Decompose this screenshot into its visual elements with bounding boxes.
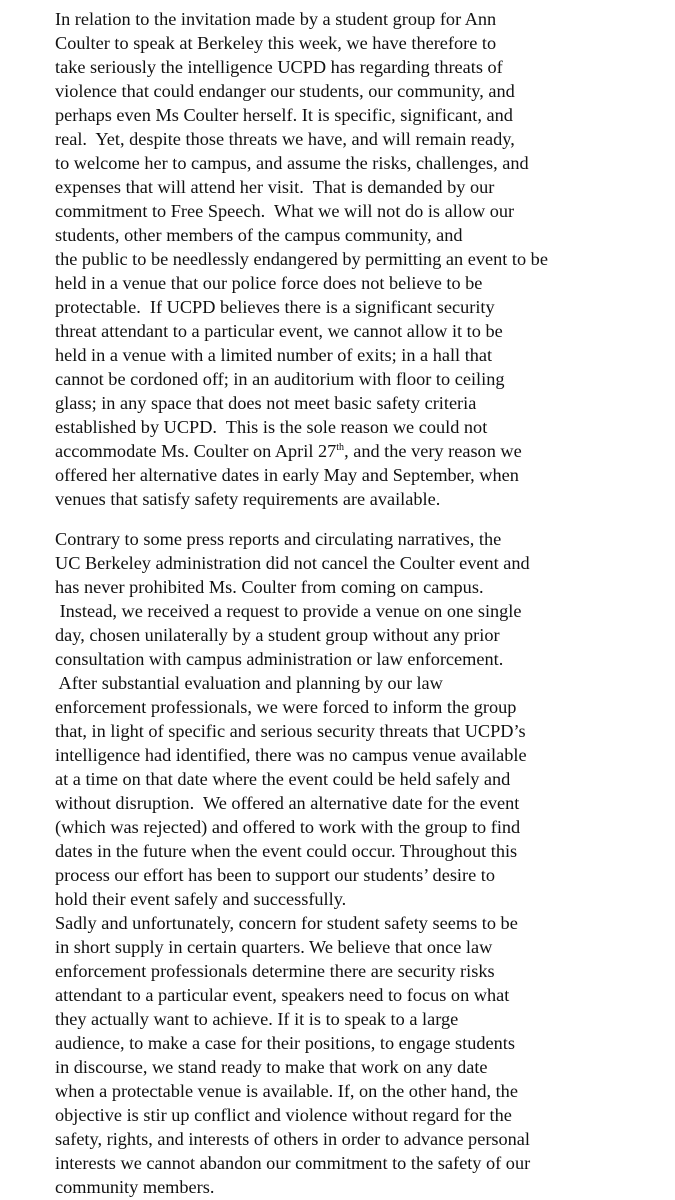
text-line: Instead, we received a request to provide a venue on one single — [55, 601, 522, 621]
text-line: protectable. If UCPD believes there is a significant security — [55, 297, 495, 317]
text-line: UC Berkeley administration did not cancel the Coulter event and — [55, 553, 530, 573]
text-line: process our effort has been to support our students’ desire to — [55, 865, 495, 885]
text-line: In relation to the invitation made by a student group for Ann — [55, 9, 497, 29]
text-line: enforcement professionals determine there are security risks — [55, 961, 495, 981]
text-line: real. Yet, despite those threats we have, and will remain ready, — [55, 129, 515, 149]
text-line: has never prohibited Ms. Coulter from coming on campus. — [55, 577, 484, 597]
text-line: violence that could endanger our students, our community, and — [55, 81, 515, 101]
text-line: venues that satisfy safety requirements are available. — [55, 489, 441, 509]
text-line: day, chosen unilaterally by a student group without any prior — [55, 625, 500, 645]
text-line: (which was rejected) and offered to work with the group to find — [55, 817, 521, 837]
date-line-start: accommodate Ms. Coulter on April 27 — [55, 441, 337, 461]
ordinal-suffix: th — [336, 442, 345, 453]
text-line: that, in light of specific and serious security threats that UCPD’s — [55, 721, 526, 741]
text-line: community members. — [55, 1177, 215, 1197]
text-line: audience, to make a case for their positions, to engage students — [55, 1033, 515, 1053]
text-line: After substantial evaluation and planning by our law — [55, 673, 443, 693]
text-line: intelligence had identified, there was no campus venue available — [55, 745, 527, 765]
text-line: perhaps even Ms Coulter herself. It is specific, significant, and — [55, 105, 513, 125]
date-line — [55, 439, 655, 463]
text-line: held in a venue with a limited number of exits; in a hall that — [55, 345, 493, 365]
text-line: to welcome her to campus, and assume the risks, challenges, and — [55, 153, 529, 173]
text-line: the public to be needlessly endangered by permitting an event to be — [55, 249, 548, 269]
text-line: safety, rights, and interests of others in order to advance personal — [55, 1129, 530, 1149]
text-line: at a time on that date where the event could be held safely and — [55, 769, 511, 789]
text-line: without disruption. We offered an alternative date for the event — [55, 793, 520, 813]
text-line: expenses that will attend her visit. That is demanded by our — [55, 177, 495, 197]
paragraph-2 — [55, 527, 655, 911]
text-line: interests we cannot abandon our commitment to the safety of our — [55, 1153, 531, 1173]
text-line: hold their event safely and successfully. — [55, 889, 347, 909]
text-line: threat attendant to a particular event, we cannot allow it to be — [55, 321, 503, 341]
text-line: cannot be cordoned off; in an auditorium with floor to ceiling — [55, 369, 505, 389]
text-line: established by UCPD. This is the sole reason we could not — [55, 417, 488, 437]
text-line: offered her alternative dates in early May and September, when — [55, 465, 519, 485]
text-line: when a protectable venue is available. If, on the other hand, the — [55, 1081, 518, 1101]
text-line: take seriously the intelligence UCPD has regarding threats of — [55, 57, 503, 77]
text-line: dates in the future when the event could occur. Throughout this — [55, 841, 518, 861]
text-line: Sadly and unfortunately, concern for student safety seems to be — [55, 913, 518, 933]
text-line: attendant to a particular event, speakers need to focus on what — [55, 985, 510, 1005]
text-line: enforcement professionals, we were forced to inform the group — [55, 697, 517, 717]
text-line: Coulter to speak at Berkeley this week, we have therefore to — [55, 33, 497, 53]
text-line: objective is stir up conflict and violence without regard for the — [55, 1105, 512, 1125]
text-line: commitment to Free Speech. What we will not do is allow our — [55, 201, 515, 221]
date-line-end: , and the very reason we — [344, 441, 522, 461]
text-line: consultation with campus administration or law enforcement. — [55, 649, 504, 669]
text-line: glass; in any space that does not meet basic safety criteria — [55, 393, 477, 413]
text-line: students, other members of the campus community, and — [55, 225, 463, 245]
paragraph-3 — [55, 911, 655, 1199]
text-line: held in a venue that our police force does not believe to be — [55, 273, 483, 293]
text-line: Contrary to some press reports and circulating narratives, the — [55, 529, 502, 549]
paragraph-1 — [55, 7, 655, 511]
text-line: in discourse, we stand ready to make that work on any date — [55, 1057, 488, 1077]
text-line: they actually want to achieve. If it is to speak to a large — [55, 1009, 459, 1029]
text-line: in short supply in certain quarters. We believe that once law — [55, 937, 493, 957]
